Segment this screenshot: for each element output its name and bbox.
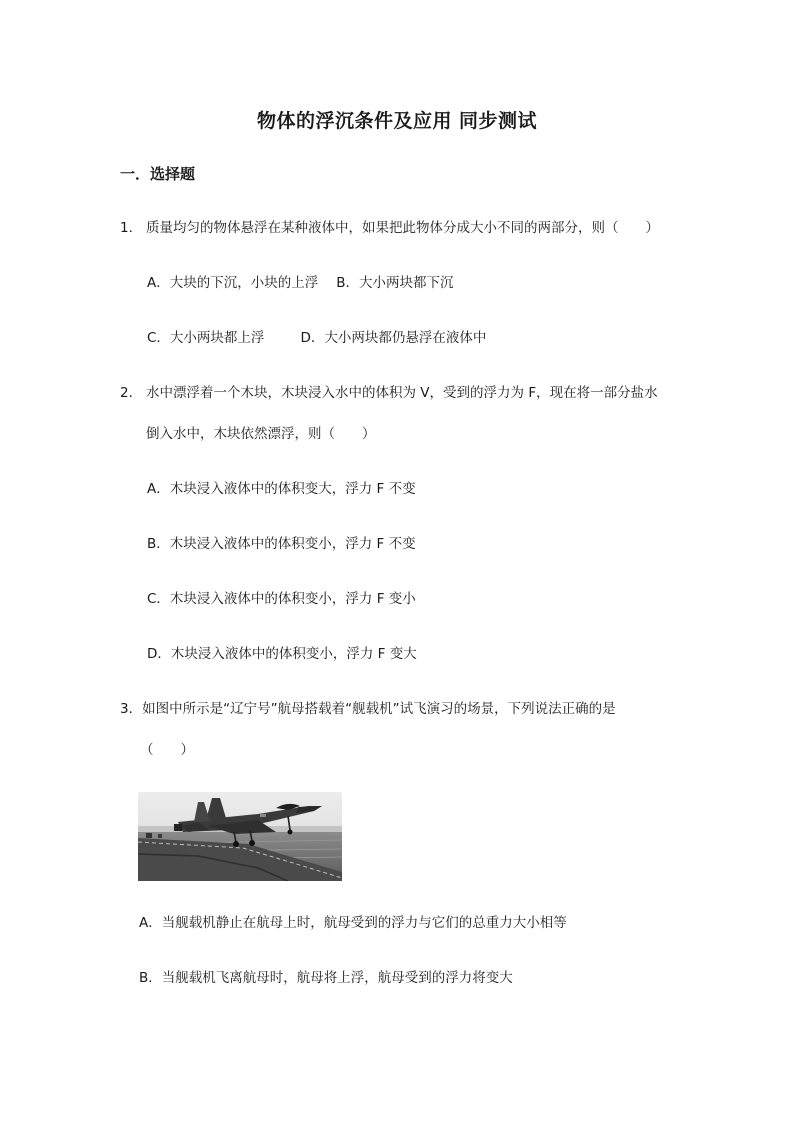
- section-heading: 一．选择题: [120, 165, 196, 183]
- question-3-option-a: A．当舰载机静止在航母上时，航母受到的浮力与它们的总重力大小相等: [139, 915, 567, 931]
- question-2-option-a: A．木块浸入液体中的体积变大，浮力 F 不变: [147, 481, 416, 497]
- question-3-text-line-1: 如图中所示是“辽宁号”航母搭载着“舰载机”试飞演习的场景，下列说法正确的是: [142, 701, 616, 717]
- question-1-option-d: D．大小两块都仍悬浮在液体中: [300, 330, 487, 346]
- question-1-text: 质量均匀的物体悬浮在某种液体中，如果把此物体分成大小不同的两部分，则（ ）: [146, 220, 659, 236]
- question-3-number: 3．: [120, 701, 143, 717]
- question-1-options-row-2: [147, 328, 486, 348]
- question-3-stem: [120, 699, 616, 719]
- question-2-text-line-1: 水中漂浮着一个木块，木块浸入水中的体积为 V，受到的浮力为 F，现在将一部分盐水: [146, 385, 658, 401]
- question-1-options-row-1: [147, 273, 454, 293]
- question-3-option-b: B．当舰载机飞离航母时，航母将上浮，航母受到的浮力将变大: [139, 970, 513, 986]
- question-1-option-c: C．大小两块都上浮: [147, 330, 265, 346]
- question-1-number: 1.: [120, 220, 133, 236]
- question-1-stem: [120, 218, 659, 238]
- question-2-option-c: C．木块浸入液体中的体积变小，浮力 F 变小: [147, 591, 416, 607]
- question-2-stem: [120, 383, 658, 403]
- question-2-option-b: B．木块浸入液体中的体积变小，浮力 F 不变: [147, 536, 416, 552]
- question-2-number: 2.: [120, 385, 133, 401]
- question-3-stem-continued: （ ）: [140, 742, 194, 758]
- page-title: 物体的浮沉条件及应用 同步测试: [256, 110, 538, 132]
- question-2-stem-continued: 倒入水中，木块依然漂浮，则（ ）: [146, 426, 376, 442]
- question-1-option-a: A．大块的下沉，小块的上浮: [147, 275, 319, 291]
- question-1-option-b: B．大小两块都下沉: [336, 275, 454, 291]
- question-2-option-d: D．木块浸入液体中的体积变小，浮力 F 变大: [147, 646, 417, 662]
- aircraft-carrier-jet-photo: [138, 792, 342, 881]
